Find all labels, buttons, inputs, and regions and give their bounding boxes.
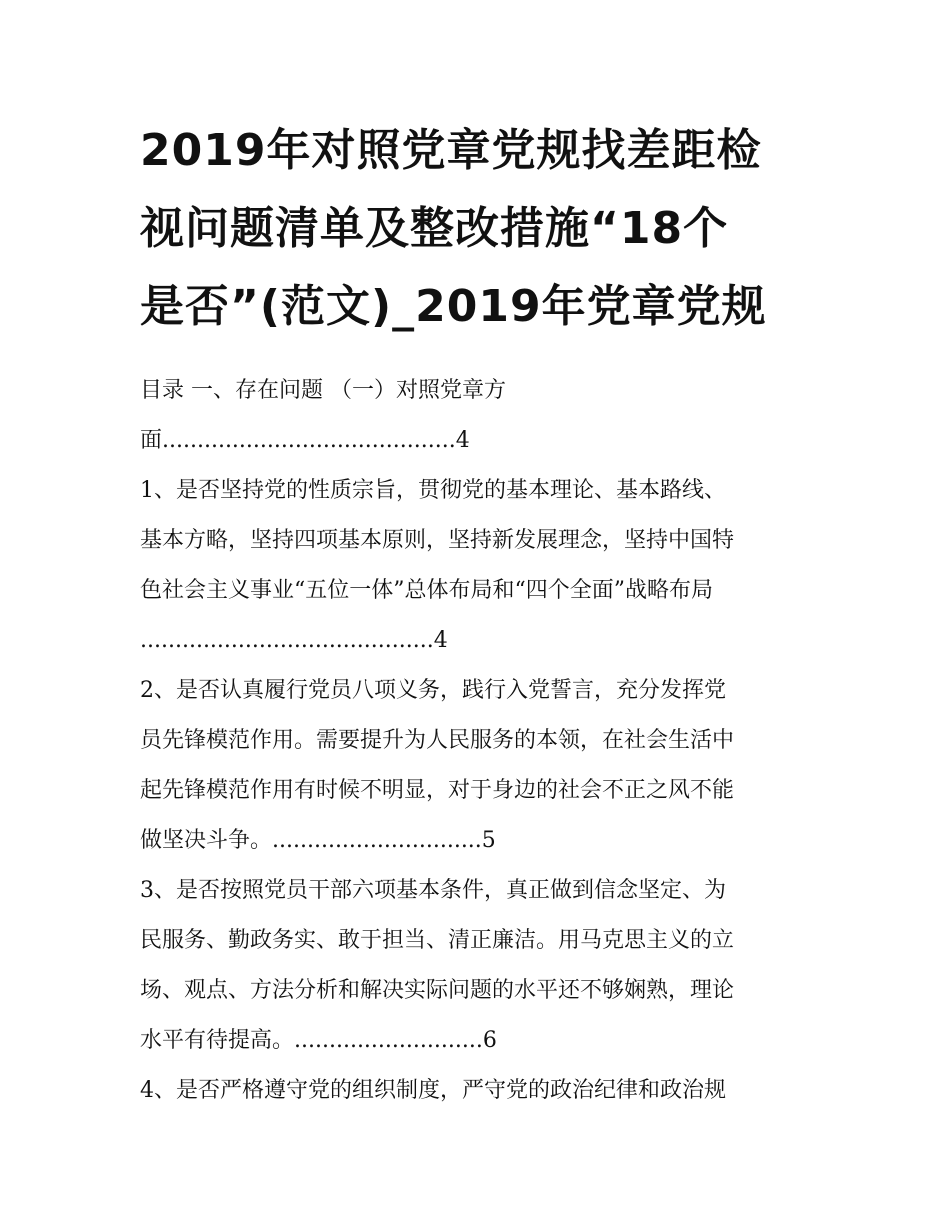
toc-line: 基本方略，坚持四项基本原则，坚持新发展理念，坚持中国特 <box>140 528 735 553</box>
toc-line: 做坚决斗争。..............................5 <box>140 828 496 853</box>
title-line: 2019年对照党章党规找差距检 <box>140 125 762 176</box>
toc-line: 员先锋模范作用。需要提升为人民服务的本领，在社会生活中 <box>140 728 735 753</box>
toc-line: 面..........................................4 <box>140 428 470 453</box>
table-of-contents <box>140 366 830 1116</box>
toc-line: 目录 一、存在问题 （一）对照党章方 <box>140 378 506 403</box>
toc-item-2[interactable] <box>140 666 830 866</box>
toc-line: 2、是否认真履行党员八项义务，践行入党誓言，充分发挥党 <box>140 678 726 703</box>
toc-line: 水平有待提高。...........................6 <box>140 1028 497 1053</box>
toc-item-4[interactable] <box>140 1066 830 1116</box>
toc-line: ..........................................4 <box>140 628 448 653</box>
toc-line: 4、是否严格遵守党的组织制度，严守党的政治纪律和政治规 <box>140 1078 726 1103</box>
toc-line: 起先锋模范作用有时候不明显，对于身边的社会不正之风不能 <box>140 778 735 803</box>
toc-intro <box>140 366 830 466</box>
toc-item-3[interactable] <box>140 866 830 1066</box>
title-line: 是否”(范文)_2019年党章党规 <box>140 281 767 332</box>
toc-line: 色社会主义事业“五位一体”总体布局和“四个全面”战略布局 <box>140 578 713 603</box>
document-title <box>140 112 830 346</box>
toc-line: 民服务、勤政务实、敢于担当、清正廉洁。用马克思主义的立 <box>140 928 735 953</box>
toc-line: 场、观点、方法分析和解决实际问题的水平还不够娴熟，理论 <box>140 978 735 1003</box>
toc-item-1[interactable] <box>140 466 830 666</box>
toc-line: 3、是否按照党员干部六项基本条件，真正做到信念坚定、为 <box>140 878 726 903</box>
toc-line: 1、是否坚持党的性质宗旨，贯彻党的基本理论、基本路线、 <box>140 478 726 503</box>
title-line: 视问题清单及整改措施“18个 <box>140 203 729 254</box>
document-page <box>140 112 830 1116</box>
